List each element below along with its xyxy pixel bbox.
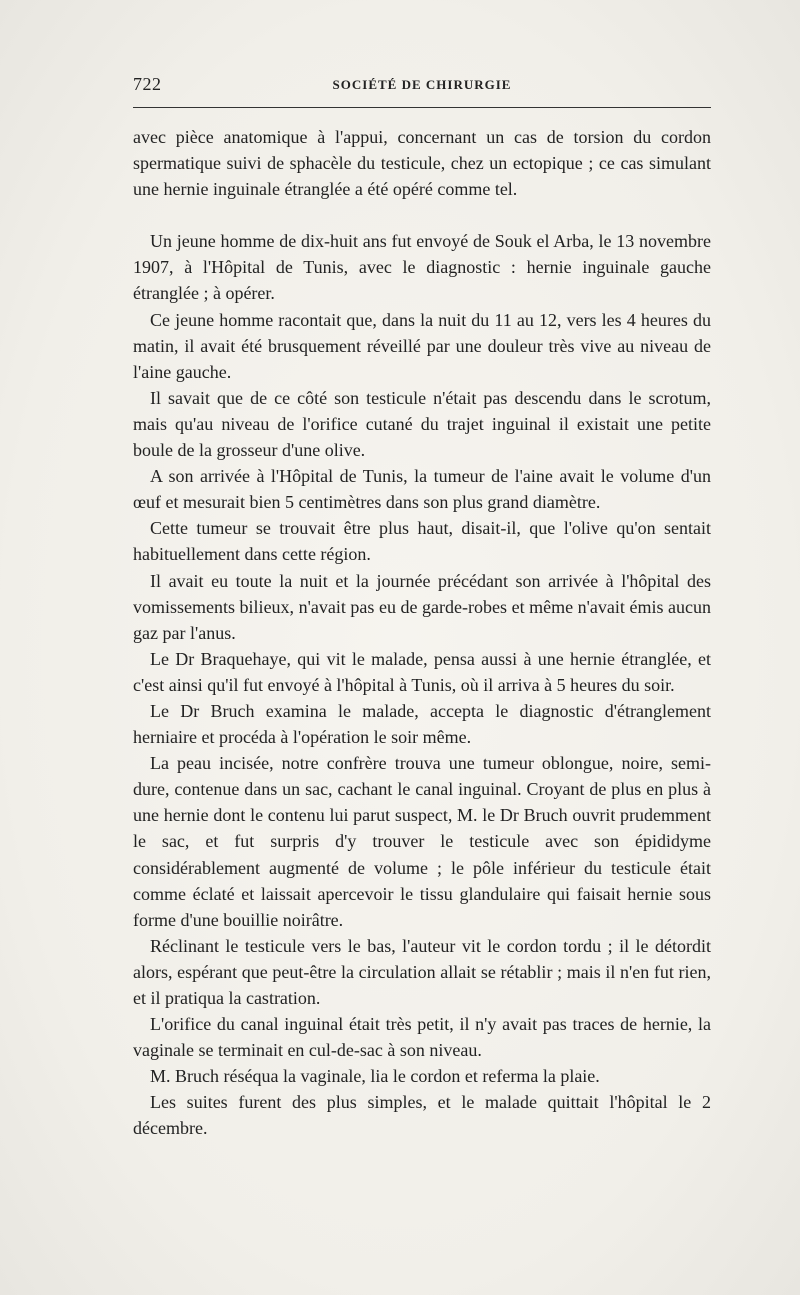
paragraph: Le Dr Braquehaye, qui vit le malade, pensa aussi à une hernie étranglée, et c'est ainsi qu'il fut envoyé à l'hôpital à Tunis, où il arriva à 5 heures du soir. [133, 648, 711, 695]
paragraph: Ce jeune homme racontait que, dans la nuit du 11 au 12, vers les 4 heures du matin, il avait été brusquement réveillé par une douleur très vive au niveau de l'aine gauche. [133, 309, 711, 382]
paragraph: La peau incisée, notre confrère trouva une tumeur oblongue, noire, semi-dure, contenue dans un sac, cachant le canal inguinal. Croyant de plus en plus à une hernie dont le contenu lui parut suspect, M. le Dr Bruch ouvrit prudemment le sac, et fut surpris d'y trouver le testicule avec son épididyme considérablement augmenté de volume ; le pôle inférieur du testicule était comme éclaté et laissait apercevoir le tissu glandulaire qui faisait hernie sous forme d'une bouillie noirâtre. [133, 753, 711, 930]
body-text [133, 124, 711, 1142]
paragraph: Le Dr Bruch examina le malade, accepta le diagnostic d'étranglement herniaire et procéda à l'opération le soir même. [133, 700, 711, 748]
page-number: 722 [133, 74, 162, 94]
paragraph: A son arrivée à l'Hôpital de Tunis, la tumeur de l'aine avait le volume d'un œuf et mesurait bien 5 centimètres dans son plus grand diamètre. [133, 466, 711, 513]
paragraph: Réclinant le testicule vers le bas, l'auteur vit le cordon tordu ; il le détordit alors, espérant que peut-être la circulation allait se rétablir ; mais il n'en fut rien, et il pratiqua la castration. [133, 935, 711, 1008]
paragraph: M. Bruch réséqua la vaginale, lia le cordon et referma la plaie. [150, 1066, 600, 1087]
paragraph: Un jeune homme de dix-huit ans fut envoyé de Souk el Arba, le 13 novembre 1907, à l'Hôpital de Tunis, avec le diagnostic : hernie inguinale gauche étranglée ; à opérer. [133, 231, 711, 304]
paragraph: Il avait eu toute la nuit et la journée précédant son arrivée à l'hôpital des vomissements bilieux, n'avait pas eu de garde-robes et même n'avait émis aucun gaz par l'anus. [133, 570, 711, 643]
page-header [133, 74, 711, 98]
paragraph: Les suites furent des plus simples, et le malade quittait l'hôpital le 2 décembre. [133, 1092, 711, 1139]
paragraph: Il savait que de ce côté son testicule n'était pas descendu dans le scrotum, mais qu'au niveau de l'orifice cutané du trajet inguinal il existait une petite boule de la grosseur d'une olive. [133, 387, 711, 461]
paragraph-intro: avec pièce anatomique à l'appui, concernant un cas de torsion du cordon spermatique suivi de sphacèle du testicule, chez un ectopique ; ce cas simulant une hernie inguinale étranglée a été opéré comme tel. [133, 127, 711, 200]
paragraph: Cette tumeur se trouvait être plus haut, disait-il, que l'olive qu'on sentait habituellement dans cette région. [133, 518, 711, 565]
paragraph: L'orifice du canal inguinal était très petit, il n'y avait pas traces de hernie, la vaginale se terminait en cul-de-sac à son niveau. [133, 1014, 711, 1061]
header-rule [133, 107, 711, 108]
running-head: SOCIÉTÉ DE CHIRURGIE [332, 77, 512, 92]
